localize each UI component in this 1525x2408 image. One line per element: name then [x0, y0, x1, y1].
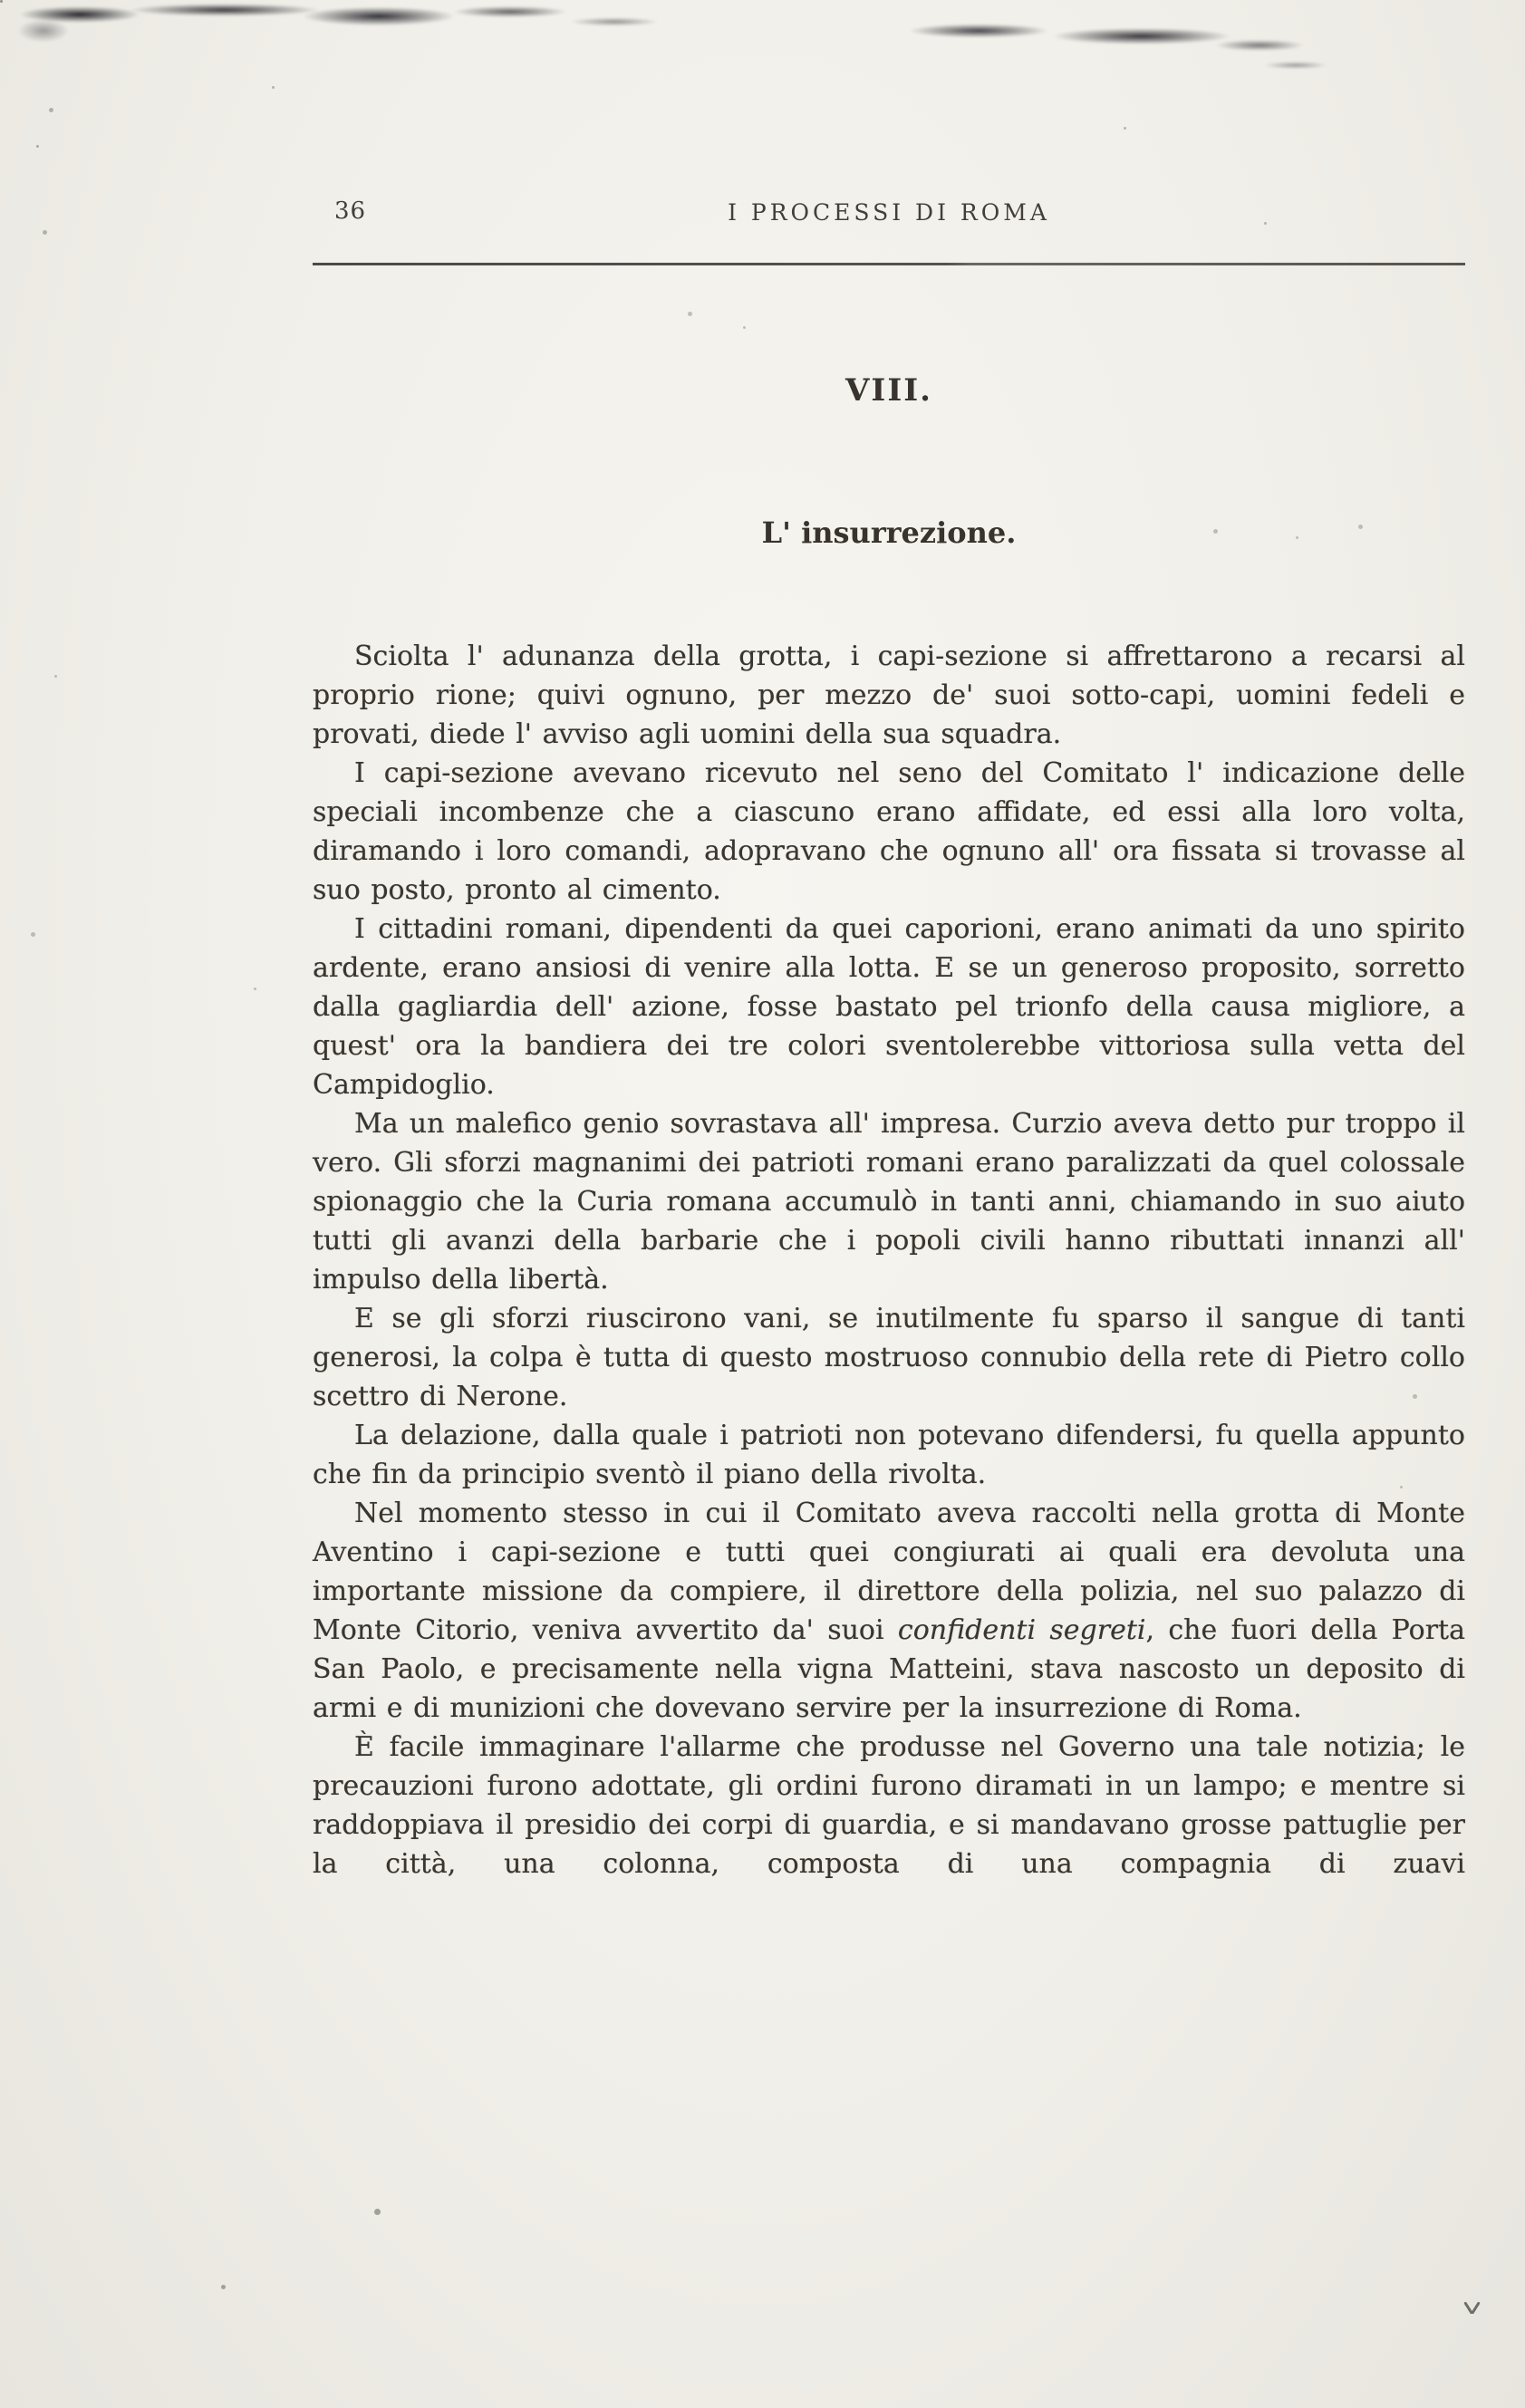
- paragraph-7: [313, 1494, 1465, 1728]
- scan-artifact-top-right: [870, 9, 1341, 82]
- chapter-title: L' insurrezione.: [761, 515, 1017, 550]
- printer-mark-icon: [1462, 2301, 1482, 2314]
- paragraph-2: I capi-sezione avevano ricevuto nel seno del Comitato l' indicazione delle speciali incombenze che a ciascuno erano affidate, ed essi alla loro volta, diramando i loro comandi, adopravano che ognuno all' ora fissata si trovasse al suo posto, pronto al cimento.: [313, 757, 1465, 906]
- paragraph-4: Ma un malefico genio sovrastava all' impresa. Curzio aveva detto pur troppo il vero. Gli sforzi magnanimi dei patrioti romani erano paralizzati da quel colossale spionaggio che la Curia romana accumulò in tanti anni, chiamando in suo aiuto tutti gli avanzi della barbarie che i popoli civili hanno ributtati innanzi all' impulso della libertà.: [313, 1108, 1465, 1296]
- body-text: [313, 637, 1465, 1883]
- paragraph-7-italic: confidenti segreti: [897, 1614, 1146, 1646]
- header-rule: [313, 263, 1465, 265]
- page-text-block: [313, 197, 1465, 1883]
- page-number: 36: [334, 197, 367, 225]
- paragraph-6: La delazione, dalla quale i patrioti non potevano difendersi, fu quella appunto che fin da principio sventò il piano della rivolta.: [313, 1420, 1465, 1490]
- scan-artifact-top-left: [16, 0, 669, 58]
- paragraph-5: E se gli sforzi riuscirono vani, se inutilmente fu sparso il sangue di tanti generosi, la colpa è tutta di questo mostruoso connubio della rete di Pietro collo scettro di Nerone.: [313, 1303, 1465, 1412]
- paragraph-7-pre: Nel momento stesso in cui il Comitato aveva raccolti nella grotta di Monte Aventino i capi-sezione e tutti quei congiurati ai quali era devoluta una importante missione da compiere, il direttore della polizia, nel suo palazzo di Monte Citorio, veniva avvertito da' suoi: [313, 1498, 1465, 1646]
- chapter-number: VIII.: [845, 372, 932, 409]
- scan-speckles: [0, 0, 3, 3]
- paragraph-3: I cittadini romani, dipendenti da quei caporioni, erano animati da uno spirito ardente, erano ansiosi di venire alla lotta. E se un generoso proposito, sorretto dalla gagliardia dell' azione, fosse bastato pel trionfo della causa migliore, a quest' ora la bandiera dei tre colori sventolerebbe vittoriosa sulla vetta del Campidoglio.: [313, 913, 1465, 1101]
- running-header-title: I PROCESSI DI ROMA: [728, 199, 1050, 226]
- paragraph-8: È facile immaginare l'allarme che produsse nel Governo una tale notizia; le precauzioni furono adottate, gli ordini furono diramati in un lampo; e mentre si raddoppiava il presidio dei corpi di guardia, e si mandavano grosse pattuglie per la città, una colonna, composta di una compagnia di zuavi: [313, 1731, 1465, 1880]
- paragraph-7-post: , che fuori della Porta San Paolo, e precisamente nella vigna Matteini, stava nascosto un deposito di armi e di munizioni che dovevano servire per la insurrezione di Roma.: [313, 1614, 1465, 1724]
- paragraph-1: Sciolta l' adunanza della grotta, i capi-sezione si affrettarono a recarsi al proprio rione; quivi ognuno, per mezzo de' suoi sotto-capi, uomini fedeli e provati, diede l' avviso agli uomini della sua squadra.: [313, 641, 1465, 750]
- running-header: [313, 197, 1465, 234]
